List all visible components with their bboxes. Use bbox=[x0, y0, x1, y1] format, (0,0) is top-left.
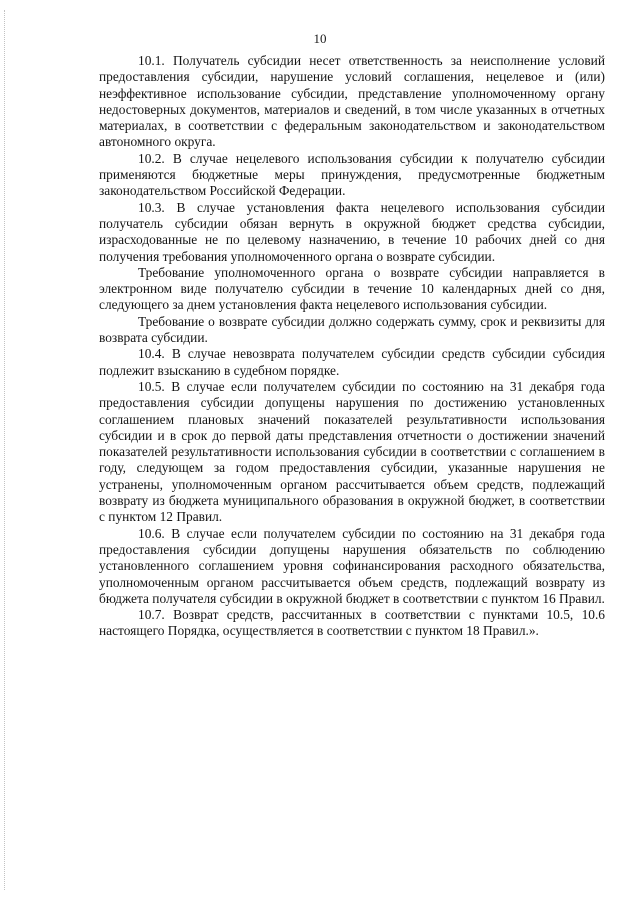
paragraph-10-7: 10.7. Возврат средств, рассчитанных в соответствии с пунктами 10.5, 10.6 настоящего Порядка, осуществляется в соответствии с пунктом 18 Правил.». bbox=[99, 607, 605, 639]
paragraph-10-5: 10.5. В случае если получателем субсидии по состоянию на 31 декабря года предоставления субсидии допущены нарушения по достижению установленных соглашением плановых значений показателей результативности использования субсидии и в срок до первой даты представления отчетности о достижении значений показателей результативности использования субсидии в соответствии с соглашением в году, следующем за годом предоставления субсидии, указанные нарушения не устранены, уполномоченным органом рассчитывается объем средств, подлежащий возврату из бюджета муниципального образования в окружной бюджет, в соответствии с пунктом 12 Правил. bbox=[99, 378, 605, 525]
paragraph-10-4: 10.4. В случае невозврата получателем субсидии средств субсидии субсидия подлежит взысканию в судебном порядке. bbox=[99, 346, 605, 378]
paragraph-10-3-requirement-content: Требование о возврате субсидии должно содержать сумму, срок и реквизиты для возврата субсидии. bbox=[99, 313, 605, 346]
paragraph-10-3: 10.3. В случае установления факта нецелевого использования субсидии получатель субсидии обязан вернуть в окружной бюджет средства субсидии, израсходованные не по целевому назначению, в течение 10 рабочих дней со дня получения требования уполномоченного органа о возврате субсидии. bbox=[99, 199, 605, 264]
paragraph-10-3-requirement: Требование уполномоченного органа о возврате субсидии направляется в электронном виде получателю субсидии в течение 10 календарных дней со дня, следующего за днем установления факта нецелевого использования субсидии. bbox=[99, 264, 605, 313]
scan-edge-marks bbox=[4, 10, 7, 890]
paragraph-10-2: 10.2. В случае нецелевого использования субсидии к получателю субсидии применяются бюджетные меры принуждения, предусмотренные бюджетным законодательством Российской Федерации. bbox=[99, 150, 605, 199]
paragraph-10-6: 10.6. В случае если получателем субсидии по состоянию на 31 декабря года предоставления субсидии допущены нарушения обязательств по соблюдению установленного соглашением уровня софинансирования расходного обязательства, уполномоченным органом рассчитывается объем средств, подлежащий возврату из бюджета получателя субсидии в окружной бюджет в соответствии с пунктом 16 Правил. bbox=[99, 525, 605, 606]
page-number: 10 bbox=[313, 31, 327, 46]
document-body bbox=[99, 53, 605, 640]
paragraph-10-1: 10.1. Получатель субсидии несет ответственность за неисполнение условий предоставления субсидии, нарушение условий соглашения, нецелевое и (или) неэффективное использование субсидии, представление уполномоченному органу недостоверных документов, материалов и сведений, в том числе указанных в отчетных материалах, в соответствии с федеральным законодательством и законодательством автономного округа. bbox=[99, 53, 605, 150]
